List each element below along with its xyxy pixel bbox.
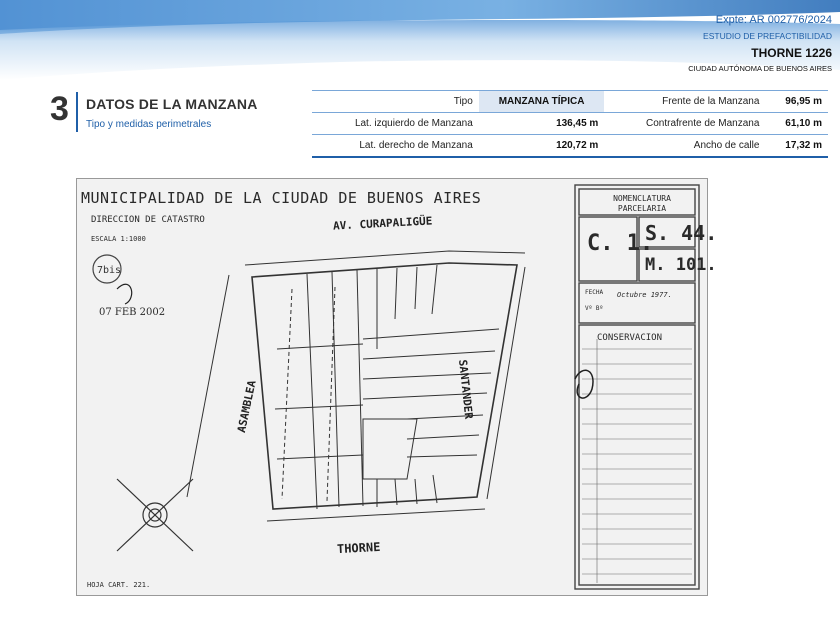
street-label-thorne: THORNE <box>336 539 381 557</box>
street-label-santander: SANTANDER <box>456 359 476 420</box>
plan-heading: MUNICIPALIDAD DE LA CIUDAD DE BUENOS AIRES <box>81 189 482 207</box>
value-lat-izq: 136,45 m <box>556 118 599 129</box>
street-label-curapaligue: AV. CURAPALIGÜE <box>332 214 433 233</box>
header-info <box>688 14 832 73</box>
value-ancho-calle: 17,32 m <box>785 140 822 151</box>
label-tipo: Tipo <box>453 96 473 107</box>
nomenclatura-vb-label: Vº Bº <box>585 305 604 312</box>
block-data-table <box>312 90 828 158</box>
label-frente: Frente de la Manzana <box>662 96 760 107</box>
table-row <box>312 91 828 113</box>
cadastral-plan-image <box>76 178 718 596</box>
section-subtitle: Tipo y medidas perimetrales <box>86 119 212 130</box>
nomenclatura-title: NOMENCLATURA PARCELARIA <box>613 194 671 213</box>
section-divider <box>76 92 78 132</box>
nomenclatura-fecha-label: FECHA <box>585 289 604 296</box>
svg-text:7bis: 7bis <box>97 265 122 276</box>
section-title: DATOS DE LA MANZANA <box>86 96 258 112</box>
expediente-number: Expte: AR 002776/2024 <box>715 14 832 26</box>
label-ancho-calle: Ancho de calle <box>693 140 760 151</box>
study-type: ESTUDIO DE PREFACTIBILIDAD <box>703 31 832 41</box>
table-row <box>312 113 828 135</box>
table-row <box>312 135 828 158</box>
plan-scale: ESCALA 1:1000 <box>91 235 146 243</box>
label-lat-der: Lat. derecho de Manzana <box>359 140 473 151</box>
value-tipo: MANZANA TÍPICA <box>479 91 605 113</box>
city-name: CIUDAD AUTÓNOMA DE BUENOS AIRES <box>688 64 832 73</box>
nomenclatura-seccion: S. 44. <box>645 221 718 245</box>
value-lat-der: 120,72 m <box>556 140 599 151</box>
nomenclatura-manzana: M. 101. <box>645 255 717 275</box>
plan-direccion: DIRECCION DE CATASTRO <box>91 215 205 225</box>
street-label-asamblea: ASAMBLEA <box>235 379 259 434</box>
label-contrafrente: Contrafrente de Manzana <box>646 118 760 129</box>
plan-date-stamp: 07 FEB 2002 <box>99 307 166 318</box>
property-title: THORNE 1226 <box>751 46 832 60</box>
plan-sheet-ref: HOJA CART. 221. <box>87 581 151 589</box>
nomenclatura-circunscripcion: C. 1. <box>587 231 654 256</box>
value-contrafrente: 61,10 m <box>785 118 822 129</box>
conservacion-label: CONSERVACION <box>597 333 663 343</box>
nomenclatura-fecha-value: Octubre 1977. <box>617 291 672 299</box>
value-frente: 96,95 m <box>785 96 822 107</box>
section-number: 3 <box>50 90 69 128</box>
label-lat-izq: Lat. izquierdo de Manzana <box>354 118 473 129</box>
